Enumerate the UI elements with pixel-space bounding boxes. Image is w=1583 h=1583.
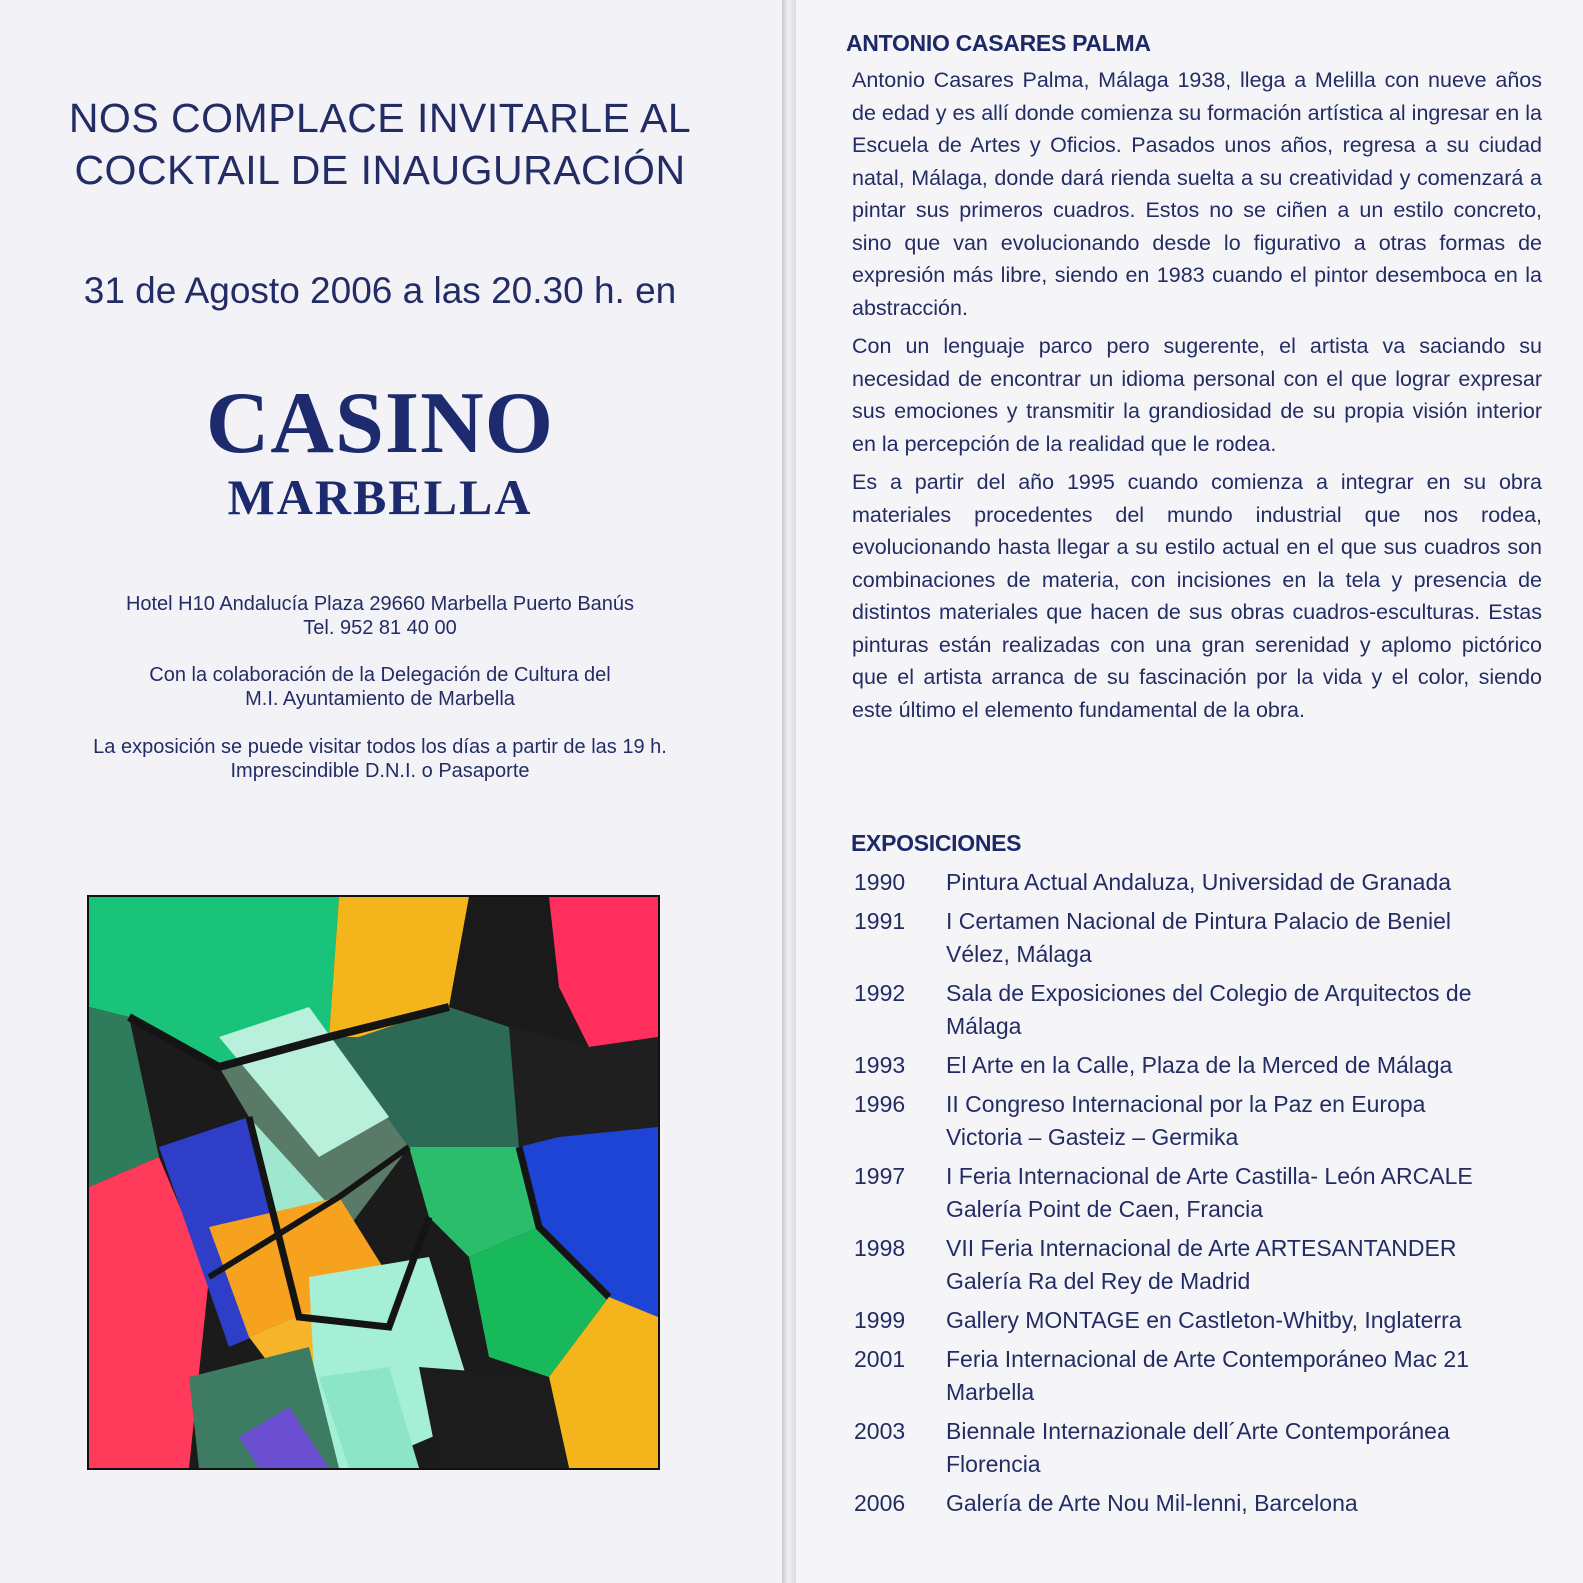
- exhibition-description: [946, 1487, 1544, 1520]
- exhibition-year: 1991: [854, 908, 906, 934]
- exhibition-line-1: El Arte en la Calle, Plaza de la Merced de Málaga: [946, 1052, 1453, 1078]
- invitation-line-1: NOS COMPLACE INVITARLE AL: [68, 95, 692, 141]
- exhibition-line-2: Florencia: [946, 1451, 1041, 1477]
- exhibition-description: [946, 1160, 1544, 1226]
- collaboration-line-2: M.I. Ayuntamiento de Marbella: [245, 688, 515, 710]
- exhibitions-heading: EXPOSICIONES: [851, 830, 1022, 856]
- exhibition-line-2: Vélez, Málaga: [946, 941, 1092, 967]
- exhibition-description: [946, 1232, 1544, 1298]
- invitation-heading: [0, 92, 760, 196]
- exhibition-line-1: Pintura Actual Andaluza, Universidad de Granada: [946, 869, 1452, 895]
- exhibition-year: 1998: [854, 1235, 906, 1261]
- exhibition-year: 2003: [854, 1418, 906, 1444]
- address-line: Hotel H10 Andalucía Plaza 29660 Marbella Puerto Banús: [125, 593, 635, 615]
- exhibition-line-1: Galería de Arte Nou Mil-lenni, Barcelona: [946, 1490, 1358, 1516]
- casino-logo: [0, 375, 760, 525]
- exhibitions-list: [854, 866, 1544, 1526]
- venue-address: [0, 592, 760, 640]
- logo-marbella: MARBELLA: [227, 469, 533, 525]
- exhibition-line-2: Galería Point de Caen, Francia: [946, 1196, 1264, 1222]
- exhibition-description: [946, 977, 1544, 1043]
- fold-crease: [782, 0, 796, 1583]
- exhibition-item: [854, 1160, 1544, 1226]
- bio-paragraph-3: Es a partir del año 1995 cuando comienza a integrar en su obra materiales procedentes del mundo industrial que nos rodea, evolucionando hasta llegar a su estilo actual en el que sus cuadros son combinaciones de materia, con incisiones en la tela y presencia de distintos materiales que hacen de sus obras cuadros-esculturas. Estas pinturas están realizadas con una gran serenidad y aplomo pictórico que el artista arranca de su fascinación por la vida y el color, siendo este último el elemento fundamental de la obra.: [852, 470, 1542, 722]
- exhibition-item: [854, 1487, 1544, 1520]
- collaboration-line-1: Con la colaboración de la Delegación de Cultura del: [149, 664, 611, 686]
- exhibition-description: [946, 1049, 1544, 1082]
- exhibition-item: [854, 977, 1544, 1043]
- exhibition-line-1: I Certamen Nacional de Pintura Palacio de Beniel: [946, 908, 1452, 934]
- exhibition-line-2: Marbella: [946, 1379, 1035, 1405]
- invitation-line-2: COCKTAIL DE INAUGURACIÓN: [74, 147, 686, 193]
- artist-biography: [852, 64, 1542, 732]
- exhibition-line-1: Sala de Exposiciones del Colegio de Arquitectos de: [946, 980, 1472, 1006]
- exhibition-line-1: Feria Internacional de Arte Contemporáneo Mac 21: [946, 1346, 1469, 1372]
- exhibition-year: 2006: [854, 1490, 906, 1516]
- exhibition-item: [854, 1415, 1544, 1481]
- event-datetime: 31 de Agosto 2006 a las 20.30 h. en: [83, 270, 677, 311]
- visiting-line-1: La exposición se puede visitar todos los días a partir de las 19 h.: [93, 736, 667, 758]
- exhibition-line-2: Málaga: [946, 1013, 1022, 1039]
- exhibition-item: [854, 866, 1544, 899]
- exhibition-year: 1999: [854, 1307, 906, 1333]
- bio-paragraph-2: Con un lenguaje parco pero sugerente, el artista va saciando su necesidad de encontrar un idioma personal con el que lograr expresar sus emociones y transmitir la grandiosidad de su propia visión interior en la percepción de la realidad que le rodea.: [852, 334, 1542, 456]
- exhibition-item: [854, 1343, 1544, 1409]
- collaboration-note: [0, 663, 760, 711]
- abstract-painting-image: [87, 895, 660, 1470]
- logo-casino: CASINO: [205, 375, 555, 472]
- phone-line: Tel. 952 81 40 00: [303, 617, 457, 639]
- exhibition-item: [854, 905, 1544, 971]
- exhibition-year: 1990: [854, 869, 906, 895]
- bio-paragraph-1: Antonio Casares Palma, Málaga 1938, llega a Melilla con nueve años de edad y es allí donde comienza su formación artística al ingresar en la Escuela de Artes y Oficios. Pasados unos años, regresa a su ciudad natal, Málaga, donde dará rienda suelta a su creatividad y comenzará a pintar sus primeros cuadros. Estos no se ciñen a un estilo concreto, sino que van evolucionando desde lo figurativo a otras formas de expresión más libre, siendo en 1983 cuando el pintor desemboca en la abstracción.: [852, 68, 1542, 320]
- exhibition-line-1: I Feria Internacional de Arte Castilla- León ARCALE: [946, 1163, 1473, 1189]
- exhibition-line-1: II Congreso Internacional por la Paz en Europa: [946, 1091, 1426, 1117]
- visiting-line-2: Imprescindible D.N.I. o Pasaporte: [230, 760, 530, 782]
- exhibition-year: 1993: [854, 1052, 906, 1078]
- exhibition-item: [854, 1088, 1544, 1154]
- exhibition-item: [854, 1232, 1544, 1298]
- left-panel: [0, 0, 782, 1583]
- exhibition-description: [946, 866, 1544, 899]
- visiting-note: [0, 735, 760, 783]
- exhibition-description: [946, 1343, 1544, 1409]
- exhibition-description: [946, 1304, 1544, 1337]
- exhibition-description: [946, 1088, 1544, 1154]
- exhibition-description: [946, 1415, 1544, 1481]
- exhibition-year: 1996: [854, 1091, 906, 1117]
- exhibition-item: [854, 1304, 1544, 1337]
- exhibition-line-1: Biennale Internazionale dell´Arte Contemporánea: [946, 1418, 1450, 1444]
- exhibition-year: 1997: [854, 1163, 906, 1189]
- artist-name-heading: ANTONIO CASARES PALMA: [846, 30, 1151, 56]
- exhibition-line-1: Gallery MONTAGE en Castleton-Whitby, Inglaterra: [946, 1307, 1462, 1333]
- exhibition-item: [854, 1049, 1544, 1082]
- exhibition-line-1: VII Feria Internacional de Arte ARTESANTANDER: [946, 1235, 1457, 1261]
- exhibition-description: [946, 905, 1544, 971]
- exhibition-line-2: Victoria – Gasteiz – Germika: [946, 1124, 1239, 1150]
- exhibition-line-2: Galería Ra del Rey de Madrid: [946, 1268, 1251, 1294]
- exhibition-year: 2001: [854, 1346, 906, 1372]
- exhibition-year: 1992: [854, 980, 906, 1006]
